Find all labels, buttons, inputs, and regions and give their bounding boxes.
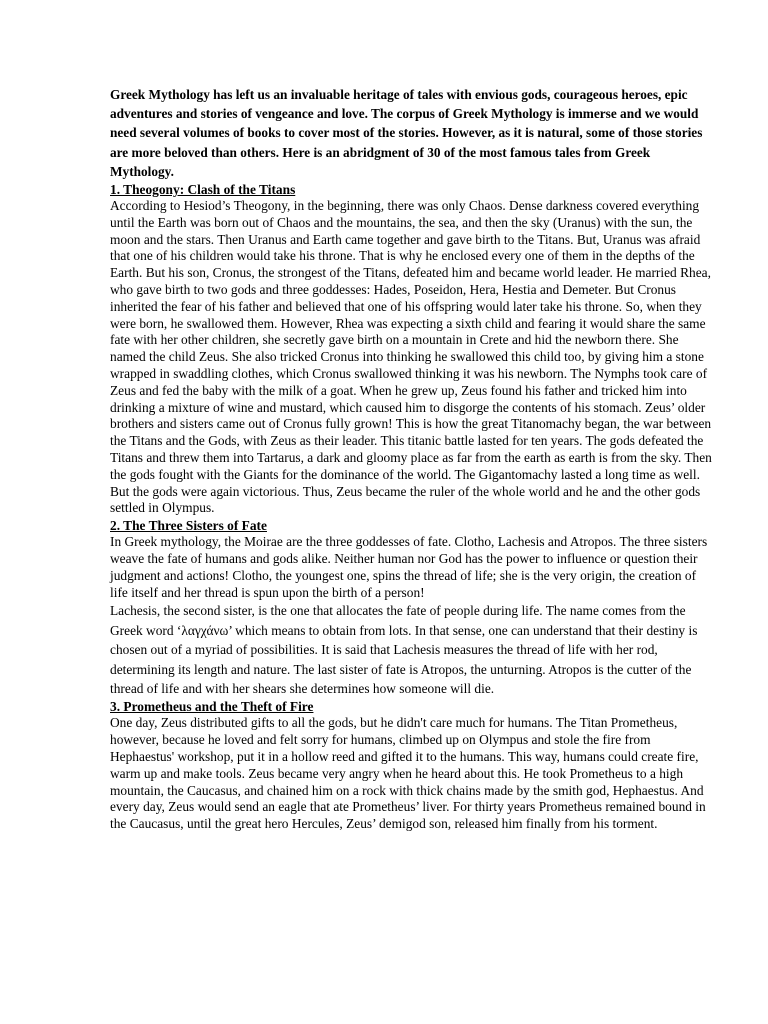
section-heading-theogony: 1. Theogony: Clash of the Titans (110, 182, 296, 198)
document-page (110, 85, 714, 833)
intro-paragraph: Greek Mythology has left us an invaluable heritage of tales with envious gods, courageous heroes, epic adventures and stories of vengeance and love. The corpus of Greek Mythology is immerse and we would need several volumes of books to cover most of the stories. However, as it is natural, some of those stories are more beloved than others. Here is an abridgment of 30 of the most famous tales from Greek Mythology. (110, 87, 703, 179)
section-paragraph-prometheus: One day, Zeus distributed gifts to all the gods, but he didn't care much for humans. The Titan Prometheus, however, because he loved and felt sorry for humans, climbed up on Olympus and stole the fire from Hephaestus' workshop, put it in a hollow reed and gifted it to the humans. This way, humans could create fire, warm up and make tools. Zeus became very angry when he heard about this. He took Prometheus to a high mountain, the Caucasus, and chained him on a rock with thick chains made by the smith god, Hephaestus. And every day, Zeus would send an eagle that ate Prometheus’ liver. For thirty years Prometheus remained bound in the Caucasus, until the great hero Hercules, Zeus’ demigod son, released him finally from his torment. (110, 715, 706, 832)
section-heading-prometheus: 3. Prometheus and the Theft of Fire (110, 699, 314, 715)
section-heading-three-sisters: 2. The Three Sisters of Fate (110, 518, 267, 534)
section-paragraph-moirae: In Greek mythology, the Moirae are the three goddesses of fate. Clotho, Lachesis and Atropos. The three sisters weave the fate of humans and gods alike. Neither human nor God has the power to influence or question their judgment and actions! Clotho, the youngest one, spins the thread of life; she is the very origin, the creation of life itself and her thread is spun upon the birth of a person! (110, 534, 708, 600)
section-paragraph-lachesis: Lachesis, the second sister, is the one that allocates the fate of people during life. The name comes from the Greek word ‘λαγχάνω’ which means to obtain from lots. In that sense, one can understand that their destiny is chosen out of a myriad of possibilities. It is said that Lachesis measures the thread of life with her rod, determining its length and nature. The last sister of fate is Atropos, the unturning. Atropos is the cutter of the thread of life and with her shears she determines how someone will die. (110, 603, 698, 696)
section-paragraph-theogony: According to Hesiod’s Theogony, in the beginning, there was only Chaos. Dense darkness covered everything until the Earth was born out of Chaos and the mountains, the sea, and then the sky (Uranus) with the sun, the moon and the stars. Then Uranus and Earth came together and gave birth to the Titans. But, Uranus was afraid that one of his children would take his throne. That is why he enclosed every one of them in the depths of the Earth. But his son, Cronus, the strongest of the Titans, defeated him and became world leader. He married Rhea, who gave birth to two gods and three goddesses: Hades, Poseidon, Hera, Hestia and Demeter. But Cronus inherited the fear of his father and believed that one of his offspring would later take his throne. So, when they were born, he swallowed them. However, Rhea was expecting a sixth child and fearing it would share the same fate with her other children, she secretly gave birth on a mountain in Crete and hid the newborn there. She named the child Zeus. She also tricked Cronus into thinking he swallowed this child too, by giving him a stone wrapped in swaddling clothes, which Cronus swallowed thinking it was his newborn. The Nymphs took care of Zeus and fed the baby with the milk of a goat. When he grew up, Zeus found his father and tricked him into drinking a mixture of wine and mustard, which caused him to disgorge the contents of his stomach. Zeus’ older brothers and sisters came out of Cronus fully grown! This is how the great Titanomachy began, the war between the Titans and the Gods, with Zeus as their leader. This titanic battle lasted for ten years. The gods defeated the Titans and threw them into Tartarus, a dark and gloomy place as far from the earth as earth is from the sky. Then the gods fought with the Giants for the dominance of the world. The Gigantomachy lasted a long time as well. But the gods were again victorious. Thus, Zeus became the ruler of the whole world and he and the other gods settled in Olympus. (110, 198, 712, 516)
